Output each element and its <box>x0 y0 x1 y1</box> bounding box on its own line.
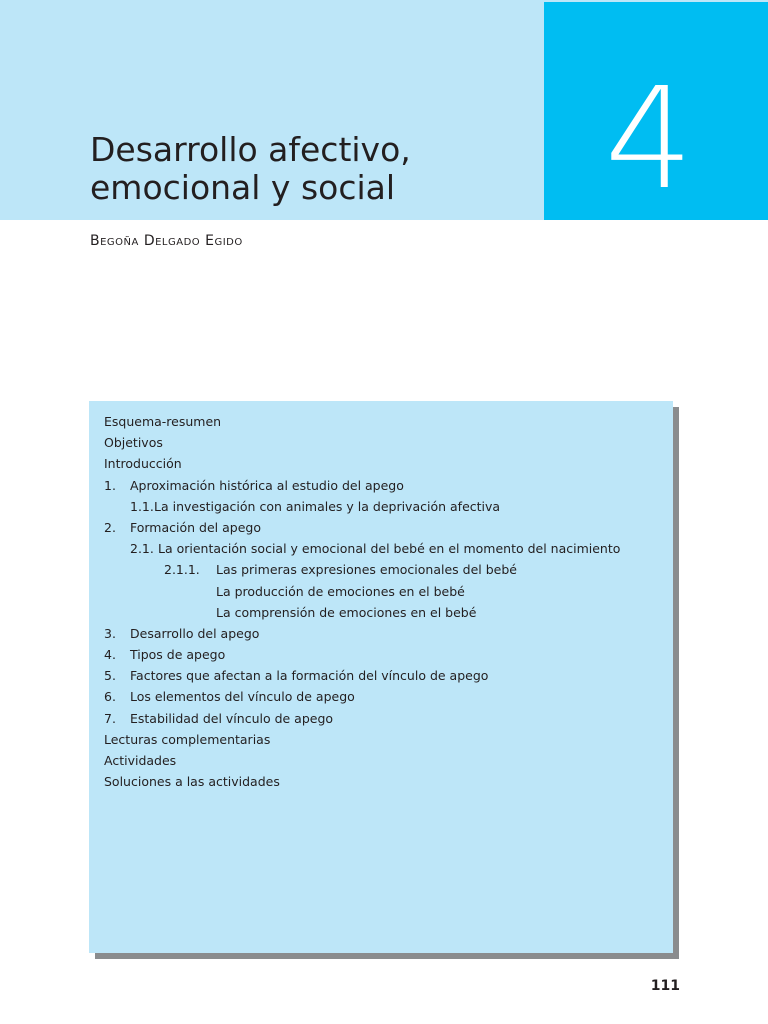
toc-item <box>104 496 620 517</box>
toc-item <box>104 581 620 602</box>
toc-item-text: Factores que afectan a la formación del vínculo de apego <box>130 668 489 684</box>
toc-item-text: Introducción <box>104 456 182 472</box>
toc-item <box>104 750 620 771</box>
toc-item-text: Tipos de apego <box>130 647 226 663</box>
toc-item-text: Las primeras expresiones emocionales del bebé <box>216 562 517 578</box>
toc-item-text: Desarrollo del apego <box>130 625 260 641</box>
chapter-title-line-2: emocional y social <box>90 168 396 207</box>
chapter-number: 4 <box>604 58 694 221</box>
toc-item <box>104 411 620 432</box>
toc-list <box>104 411 620 792</box>
author-name: Begoña Delgado Egido <box>90 233 243 249</box>
toc-item <box>104 771 620 792</box>
toc-item <box>104 517 620 538</box>
toc-item-text: Formación del apego <box>130 519 261 535</box>
toc-item-number: 6. <box>104 689 116 705</box>
toc-item-text: La orientación social y emocional del bebé en el momento del nacimiento <box>158 541 621 557</box>
toc-item <box>104 453 620 474</box>
toc-item-number: 3. <box>104 625 116 641</box>
toc-item <box>104 686 620 707</box>
toc-box <box>89 401 673 953</box>
toc-item <box>104 665 620 686</box>
toc-item-number: 7. <box>104 710 116 726</box>
toc-item-text: Lecturas complementarias <box>104 731 271 747</box>
toc-item-text: Esquema-resumen <box>104 414 222 429</box>
toc-item <box>104 644 620 665</box>
page-number: 111 <box>650 978 680 994</box>
toc-item <box>104 708 620 729</box>
toc-item-text: Soluciones a las actividades <box>104 774 280 790</box>
chapter-title <box>90 131 530 207</box>
chapter-title-line-1: Desarrollo afectivo, <box>90 130 411 169</box>
toc-item-number: 5. <box>104 668 116 684</box>
toc-item-text: Objetivos <box>104 435 163 451</box>
toc-item-number: 2.1.1. <box>164 562 200 578</box>
toc-item-number: 2.1. <box>130 541 154 557</box>
toc-item <box>104 432 620 453</box>
toc-item <box>104 538 620 559</box>
toc-item <box>104 559 620 580</box>
toc-item-number: 1. <box>104 477 116 493</box>
toc-item-text: La producción de emociones en el bebé <box>216 583 465 599</box>
toc-item-text: La comprensión de emociones en el bebé <box>216 604 477 620</box>
toc-item-text: Aproximación histórica al estudio del apego <box>130 477 404 493</box>
toc-item-number: 2. <box>104 519 116 535</box>
toc-item <box>104 475 620 496</box>
toc-item-text: Estabilidad del vínculo de apego <box>130 710 334 726</box>
toc-item <box>104 729 620 750</box>
toc-item <box>104 602 620 623</box>
toc-item-number: 1.1. <box>130 498 154 514</box>
toc-item-number: 4. <box>104 647 116 663</box>
toc-item-text: Los elementos del vínculo de apego <box>130 689 355 705</box>
toc-item <box>104 623 620 644</box>
toc-item-text: Actividades <box>104 753 177 768</box>
toc-item-text: La investigación con animales y la deprivación afectiva <box>154 498 501 514</box>
